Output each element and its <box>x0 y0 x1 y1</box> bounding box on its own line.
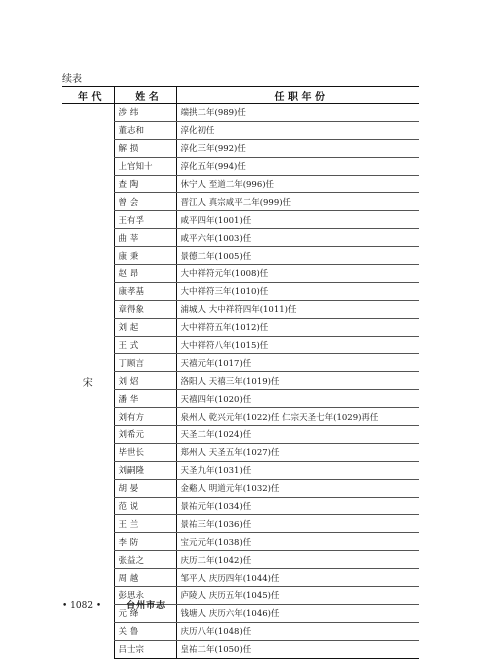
table-row <box>62 354 419 372</box>
term-of-office: 大中祥符八年(1015)任 <box>176 336 419 354</box>
official-name: 王 兰 <box>114 515 176 533</box>
term-of-office: 大中祥符三年(1010)任 <box>176 282 419 300</box>
term-of-office: 淳化初任 <box>176 121 419 139</box>
continued-label: 续表 <box>62 74 82 85</box>
official-name: 康 秉 <box>114 247 176 265</box>
term-of-office: 晋江人 真宗咸平二年(999)任 <box>176 193 419 211</box>
table-row <box>62 461 419 479</box>
term-of-office: 端拱二年(989)任 <box>176 104 419 122</box>
table-row <box>62 247 419 265</box>
header-term: 任 职 年 份 <box>176 87 419 104</box>
official-name: 刘嗣隆 <box>114 461 176 479</box>
table-row <box>62 300 419 318</box>
official-name: 彭思永 <box>114 587 176 605</box>
table-row <box>62 229 419 247</box>
official-name: 康孝基 <box>114 282 176 300</box>
term-of-office: 天禧元年(1017)任 <box>176 354 419 372</box>
table-row <box>62 408 419 426</box>
term-of-office: 金谿人 明道元年(1032)任 <box>176 479 419 497</box>
table-row <box>62 139 419 157</box>
term-of-office: 天禧四年(1020)任 <box>176 390 419 408</box>
header-era: 年 代 <box>62 87 114 104</box>
term-of-office: 郑州人 天圣五年(1027)任 <box>176 443 419 461</box>
official-name: 上官知十 <box>114 157 176 175</box>
table-body <box>62 104 419 659</box>
table-row <box>62 479 419 497</box>
table-row <box>62 265 419 283</box>
term-of-office: 钱塘人 庆历六年(1046)任 <box>176 604 419 622</box>
page-number: • 1082 • <box>62 601 102 611</box>
official-name: 王有孚 <box>114 211 176 229</box>
term-of-office: 皇祐二年(1050)任 <box>176 640 419 658</box>
book-title: 台州市志 <box>126 601 167 611</box>
table-row <box>62 443 419 461</box>
official-name: 丁顾言 <box>114 354 176 372</box>
officials-table <box>62 86 419 659</box>
table-row <box>62 336 419 354</box>
term-of-office: 宝元元年(1038)任 <box>176 533 419 551</box>
official-name: 刘有方 <box>114 408 176 426</box>
term-of-office: 景德二年(1005)任 <box>176 247 419 265</box>
official-name: 章得象 <box>114 300 176 318</box>
table-row <box>62 497 419 515</box>
official-name: 潘 华 <box>114 390 176 408</box>
term-of-office: 泉州人 乾兴元年(1022)任 仁宗天圣七年(1029)再任 <box>176 408 419 426</box>
official-name: 解 损 <box>114 139 176 157</box>
table-row <box>62 121 419 139</box>
official-name: 刘 炤 <box>114 372 176 390</box>
term-of-office: 庆历二年(1042)任 <box>176 551 419 569</box>
official-name: 周 越 <box>114 569 176 587</box>
official-name: 曾 会 <box>114 193 176 211</box>
term-of-office: 淳化三年(992)任 <box>176 139 419 157</box>
term-of-office: 休宁人 至道二年(996)任 <box>176 175 419 193</box>
table-row <box>62 211 419 229</box>
era-cell: 宋 <box>82 377 93 389</box>
term-of-office: 天圣二年(1024)任 <box>176 426 419 444</box>
official-name: 王 式 <box>114 336 176 354</box>
official-name: 董志和 <box>114 121 176 139</box>
official-name: 张益之 <box>114 551 176 569</box>
official-name: 查 陶 <box>114 175 176 193</box>
table-row <box>62 426 419 444</box>
official-name: 元 绛 <box>114 604 176 622</box>
table-header-row <box>62 87 419 104</box>
official-name: 胡 晏 <box>114 479 176 497</box>
official-name: 刘 起 <box>114 318 176 336</box>
term-of-office: 天圣九年(1031)任 <box>176 461 419 479</box>
table-row <box>62 157 419 175</box>
table-row <box>62 372 419 390</box>
term-of-office: 咸平六年(1003)任 <box>176 229 419 247</box>
term-of-office: 洛阳人 天禧三年(1019)任 <box>176 372 419 390</box>
table-row <box>62 551 419 569</box>
table-row <box>62 282 419 300</box>
page-footer <box>62 598 166 611</box>
table-row <box>62 104 419 122</box>
official-name: 毕世长 <box>114 443 176 461</box>
table-row <box>62 533 419 551</box>
official-name: 曲 莘 <box>114 229 176 247</box>
term-of-office: 邹平人 庆历四年(1044)任 <box>176 569 419 587</box>
header-name: 姓 名 <box>114 87 176 104</box>
term-of-office: 咸平四年(1001)任 <box>176 211 419 229</box>
term-of-office: 淳化五年(994)任 <box>176 157 419 175</box>
official-name: 关 鲁 <box>114 622 176 640</box>
table-row <box>62 318 419 336</box>
table-row <box>62 640 419 658</box>
table-row <box>62 390 419 408</box>
table-row <box>62 175 419 193</box>
table-row <box>62 193 419 211</box>
term-of-office: 景祐元年(1034)任 <box>176 497 419 515</box>
official-name: 刘希元 <box>114 426 176 444</box>
official-name: 吕士宗 <box>114 640 176 658</box>
term-of-office: 景祐三年(1036)任 <box>176 515 419 533</box>
official-name: 李 防 <box>114 533 176 551</box>
term-of-office: 庐陵人 庆历五年(1045)任 <box>176 587 419 605</box>
term-of-office: 庆历八年(1048)任 <box>176 622 419 640</box>
official-name: 赵 昂 <box>114 265 176 283</box>
table-row <box>62 515 419 533</box>
official-name: 涉 纬 <box>114 104 176 122</box>
term-of-office: 大中祥符元年(1008)任 <box>176 265 419 283</box>
table-row <box>62 569 419 587</box>
term-of-office: 浦城人 大中祥符四年(1011)任 <box>176 300 419 318</box>
term-of-office: 大中祥符五年(1012)任 <box>176 318 419 336</box>
official-name: 范 说 <box>114 497 176 515</box>
table-row <box>62 622 419 640</box>
